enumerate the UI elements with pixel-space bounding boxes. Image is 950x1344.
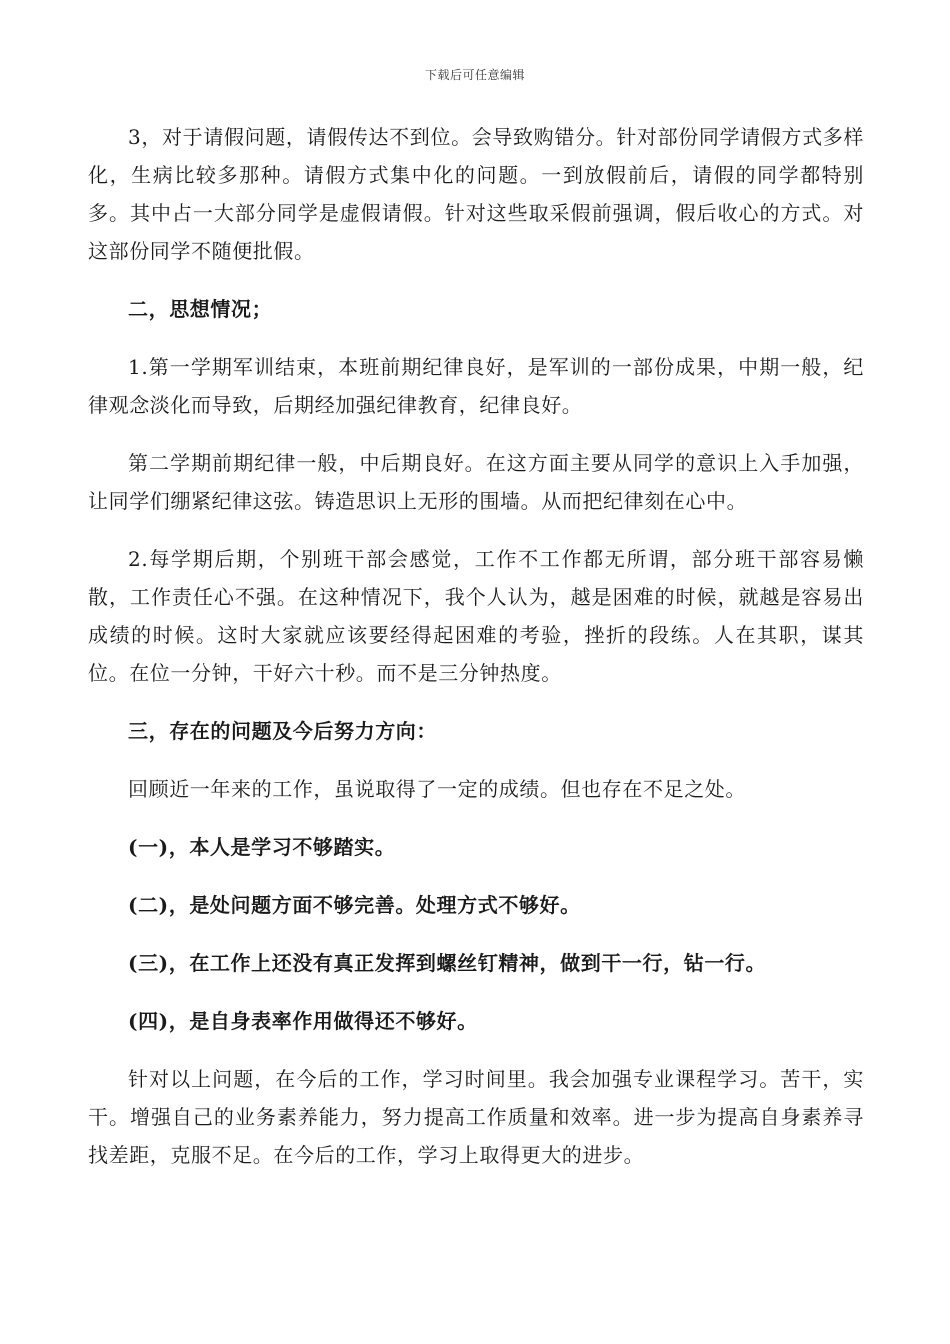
paragraph-class-cadres: 2.每学期后期，个别班干部会感觉，工作不工作都无所谓，部分班干部容易懒散，工作责任心不强。在这种情况下，我个人认为，越是困难的时候，就越是容易出成绩的时候。这时大家就应该要经得起困难的考验，挫折的段练。人在其职，谋其位。在位一分钟，干好六十秒。而不是三分钟热度。: [88, 547, 864, 685]
section-heading-problems: 三，存在的问题及今后努力方向：: [128, 719, 437, 743]
paragraph-leave-issue: 3，对于请假问题，请假传达不到位。会导致购错分。针对部份同学请假方式多样化，生病比较多那种。请假方式集中化的问题。一到放假前后，请假的同学都特别多。其中占一大部分同学是虚假请假。针对这些取采假前强调，假后收心的方式。对这部份同学不随便批假。: [88, 125, 864, 263]
paragraph-conclusion: 针对以上问题，在今后的工作，学习时间里。我会加强专业课程学习。苦干，实干。增强自己的业务素养能力，努力提高工作质量和效率。进一步为提高自身素养寻找差距，克服不足。在今后的工作，学习上取得更大的进步。: [88, 1067, 864, 1167]
paragraph-first-semester: 1.第一学期军训结束，本班前期纪律良好，是军训的一部份成果，中期一般，纪律观念淡化而导致，后期经加强纪律教育，纪律良好。: [88, 355, 864, 417]
paragraph-second-semester: 第二学期前期纪律一般，中后期良好。在这方面主要从同学的意识上入手加强，让同学们绷紧纪律这弦。铸造思识上无形的围墙。从而把纪律刻在心中。: [88, 451, 864, 513]
section-heading-thinking: 二，思想情况；: [128, 297, 273, 321]
document-body: [88, 118, 864, 1194]
problem-item-2: (二)，是处问题方面不够完善。处理方式不够好。: [128, 893, 581, 917]
problem-item-4: (四)，是自身表率作用做得还不够好。: [128, 1009, 478, 1033]
page-header: 下载后可任意编辑: [424, 68, 525, 82]
paragraph-review: 回顾近一年来的工作，虽说取得了一定的成绩。但也存在不足之处。: [128, 777, 746, 801]
problem-item-3: (三)，在工作上还没有真正发挥到螺丝钉精神，做到干一行，钻一行。: [128, 951, 767, 975]
problem-item-1: (一)，本人是学习不够踏实。: [128, 835, 396, 859]
